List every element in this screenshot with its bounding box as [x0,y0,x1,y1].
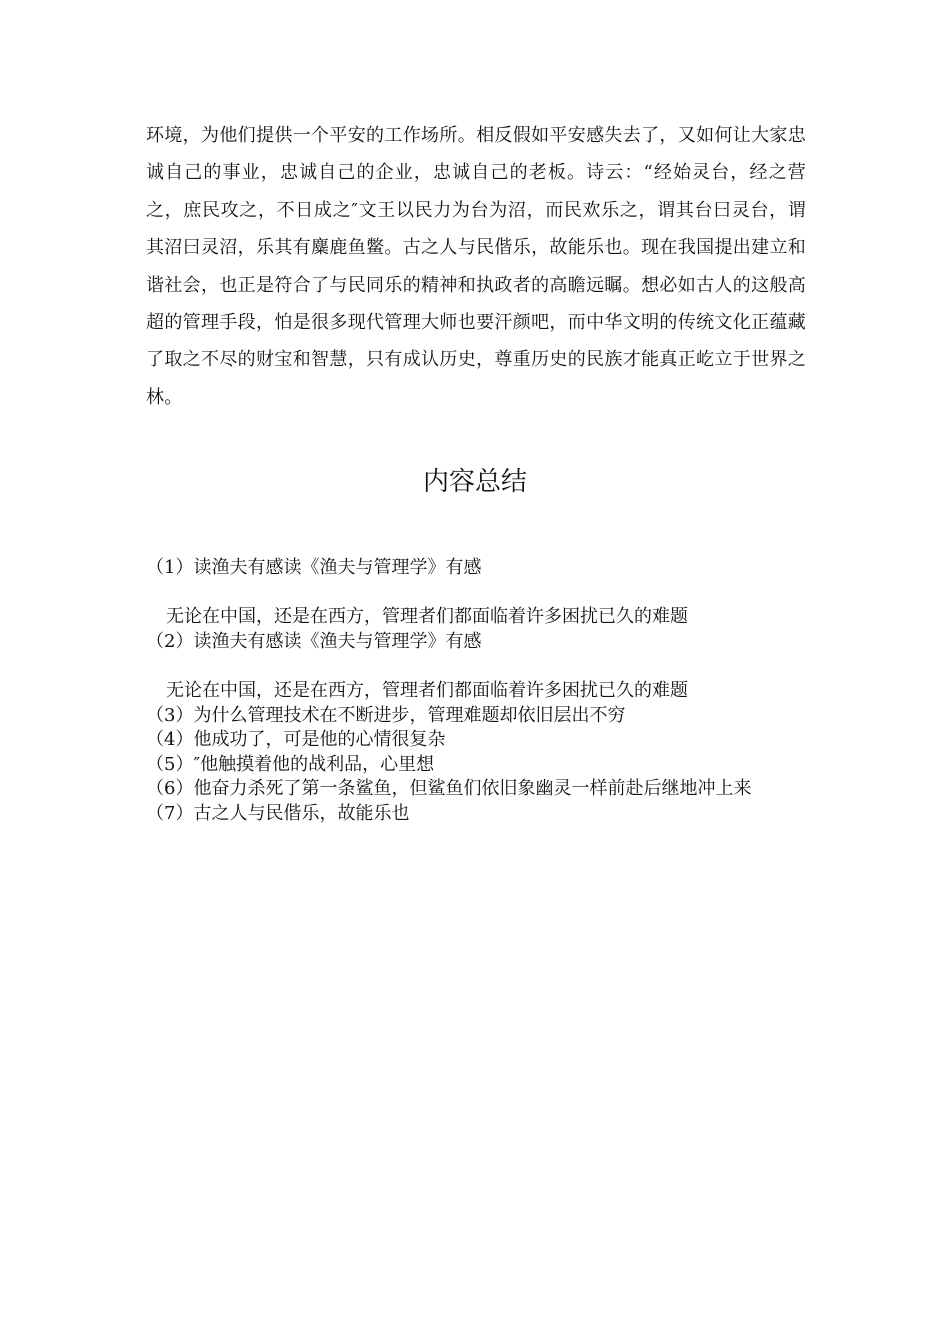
summary-item-2-description: 无论在中国，还是在西方，管理者们都面临着许多困扰已久的难题 [166,679,688,701]
section-title: 内容总结 [422,467,527,497]
summary-item-5: （5）″他触摸着他的战利品，心里想 [146,753,435,775]
summary-list [146,556,806,827]
spacer [146,581,806,606]
summary-item-1: （1）读渔夫有感读《渔夫与管理学》有感 [146,557,482,578]
summary-item-7: （7）古之人与民偕乐，故能乐也 [146,802,410,824]
summary-item-4: （4）他成功了，可是他的心情很复杂 [146,729,446,751]
summary-item-1-description: 无论在中国，还是在西方，管理者们都面临着许多困扰已久的难题 [166,606,688,628]
summary-item-6: （6）他奋力杀死了第一条鲨鱼，但鲨鱼们依旧象幽灵一样前赴后继地冲上来 [146,778,752,800]
spacer [146,654,806,679]
body-paragraph: 环境，为他们提供一个平安的工作场所。相反假如平安感失去了，又如何让大家忠诚自己的事业，忠诚自己的企业，忠诚自己的老板。诗云：“经始灵台，经之营之，庶民攻之，不日成之″文王以民力为台为沼，而民欢乐之，谓其台曰灵台，谓其沼曰灵沼，乐其有麋鹿鱼鳖。古之人与民偕乐，故能乐也。现在我国提出建立和谐社会，也正是符合了与民同乐的精神和执政者的高瞻远瞩。想必如古人的这般高超的管理手段，怕是很多现代管理大师也要汗颜吧，而中华文明的传统文化正蕴藏了取之不尽的财宝和智慧，只有成认历史，尊重历史的民族才能真正屹立于世界之林。 [146,125,806,408]
summary-item-3: （3）为什么管理技术在不断进步，管理难题却依旧层出不穷 [146,704,626,726]
summary-item-2: （2）读渔夫有感读《渔夫与管理学》有感 [146,630,482,652]
